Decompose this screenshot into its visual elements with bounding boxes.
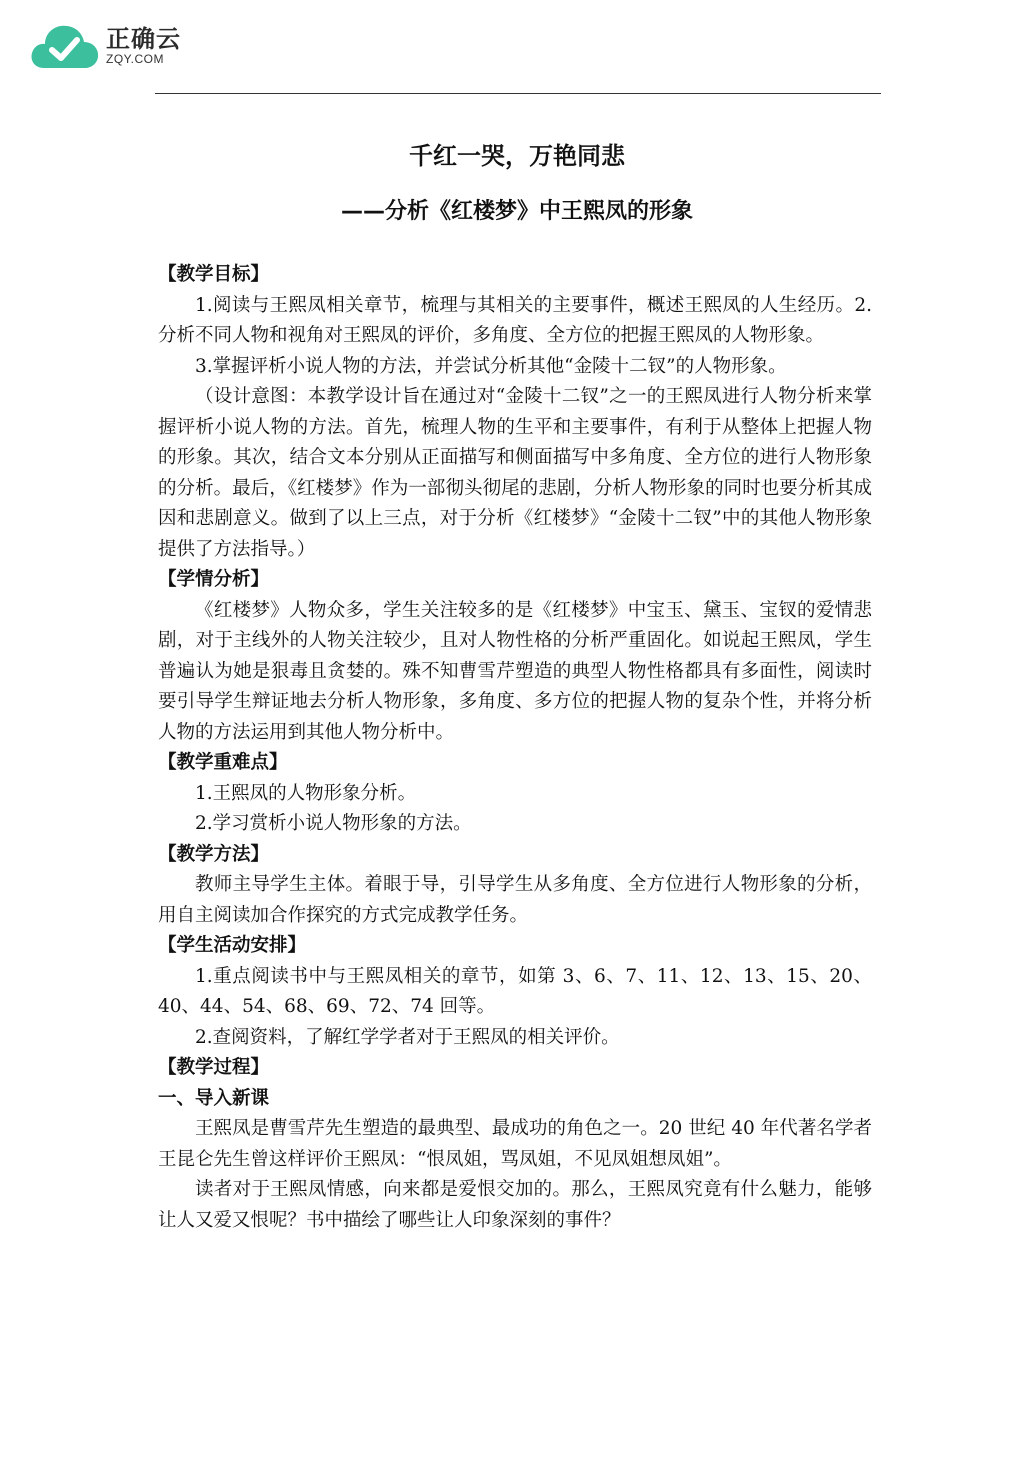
- paragraph: （设计意图：本教学设计旨在通过对“金陵十二钗”之一的王熙凤进行人物分析来掌握评析小说人物的方法。首先，梳理人物的生平和主要事件，有利于从整体上把握人物的形象。其次，结合文本分别从正面描写和侧面描写中多角度、全方位的进行人物形象的分析。最后，《红楼梦》作为一部彻头彻尾的悲剧，分析人物形象的同时也要分析其成因和悲剧意义。做到了以上三点，对于分析《红楼梦》“金陵十二钗”中的其他人物形象提供了方法指导。）: [158, 386, 872, 560]
- section-heading-methods: 【教学方法】: [158, 843, 270, 865]
- brand-domain: ZQY.COM: [106, 52, 164, 66]
- paragraph: 2.学习赏析小说人物形象的方法。: [195, 813, 472, 834]
- section-heading-goals: 【教学目标】: [158, 264, 270, 285]
- paragraph: 王熙凤是曹雪芹先生塑造的最典型、最成功的角色之一。20 世纪 40 年代著名学者王昆仑先生曾这样评价王熙凤：“恨凤姐，骂凤姐，不见凤姐想凤姐”。: [158, 1118, 872, 1170]
- document-body: [158, 260, 872, 1236]
- brand-name: 正确云: [106, 25, 181, 53]
- subsection-heading-intro: 一、导入新课: [158, 1087, 270, 1109]
- document-title: 千红一哭，万艳同悲: [409, 142, 625, 170]
- section-heading-analysis: 【学情分析】: [158, 569, 270, 590]
- paragraph: 1.重点阅读书中与王熙凤相关的章节，如第 3、6、7、11、12、13、15、20、40、44、54、68、69、72、74 回等。: [158, 965, 872, 1017]
- paragraph: 2.查阅资料，了解红学学者对于王熙凤的相关评价。: [195, 1026, 620, 1048]
- document-subtitle: ——分析《红楼梦》中王熙凤的形象: [340, 199, 693, 224]
- brand-logo: [30, 20, 181, 72]
- paragraph: 1.王熙凤的人物形象分析。: [195, 782, 417, 804]
- paragraph: 读者对于王熙凤情感，向来都是爱恨交加的。那么，王熙凤究竟有什么魅力，能够让人又爱又恨呢？书中描绘了哪些让人印象深刻的事件？: [158, 1179, 872, 1231]
- paragraph: 教师主导学生主体。着眼于导，引导学生从多角度、全方位进行人物形象的分析，用自主阅读加合作探究的方式完成教学任务。: [158, 874, 872, 926]
- cloud-check-icon: [30, 20, 100, 72]
- section-heading-activities: 【学生活动安排】: [158, 935, 307, 956]
- paragraph: 《红楼梦》人物众多，学生关注较多的是《红楼梦》中宝玉、黛玉、宝钗的爱情悲剧，对于主线外的人物关注较少，且对人物性格的分析严重固化。如说起王熙凤，学生普遍认为她是狠毒且贪婪的。殊不知曹雪芹塑造的典型人物性格都具有多面性，阅读时要引导学生辩证地去分析人物形象，多角度、多方位的把握人物的复杂个性，并将分析人物的方法运用到其他人物分析中。: [158, 599, 872, 743]
- paragraph: 3.掌握评析小说人物的方法，并尝试分析其他“金陵十二钗”的人物形象。: [195, 355, 787, 377]
- section-heading-keypoints: 【教学重难点】: [158, 752, 288, 773]
- paragraph: 1.阅读与王熙凤相关章节，梳理与其相关的主要事件，概述王熙凤的人生经历。2.分析不同人物和视角对王熙凤的评价，多角度、全方位的把握王熙凤的人物形象。: [158, 294, 872, 346]
- header-divider: [155, 93, 881, 94]
- section-heading-process: 【教学过程】: [158, 1057, 270, 1078]
